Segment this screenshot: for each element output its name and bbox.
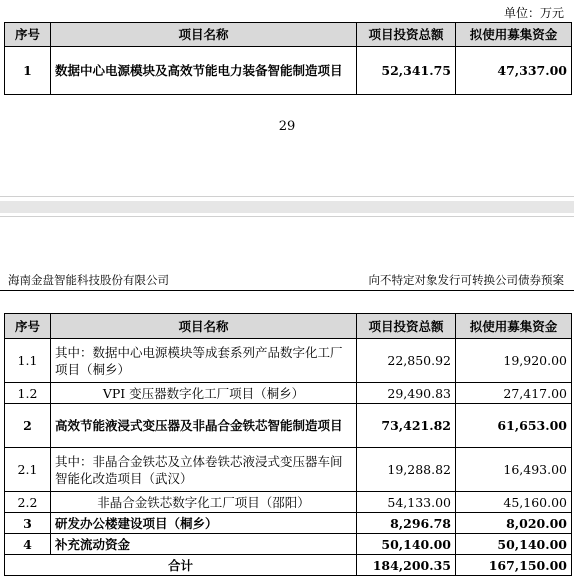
table-row (5, 492, 572, 513)
row-invest: 22,850.92 (357, 339, 456, 383)
row-name: 高效节能液浸式变压器及非晶合金铁芯智能制造项目 (51, 404, 357, 448)
header-name: 项目名称 (51, 314, 357, 339)
row-seq: 1.2 (5, 383, 51, 404)
table-row (5, 47, 572, 95)
row-funds: 19,920.00 (456, 339, 572, 383)
table-row (5, 534, 572, 555)
table-row (5, 339, 572, 383)
investment-table-bottom (4, 313, 572, 576)
row-funds: 16,493.00 (456, 448, 572, 492)
header-seq: 序号 (5, 23, 51, 47)
header-funds: 拟使用募集资金 (456, 23, 572, 47)
row-invest: 50,140.00 (357, 534, 456, 555)
row-name: 补充流动资金 (51, 534, 357, 555)
row-invest: 73,421.82 (357, 404, 456, 448)
page-gap (0, 201, 574, 213)
row-name: VPI 变压器数字化工厂项目（桐乡） (51, 383, 357, 404)
page-number: 29 (278, 119, 296, 134)
total-label: 合计 (5, 555, 357, 576)
row-funds: 45,160.00 (456, 492, 572, 513)
table-row (5, 448, 572, 492)
row-name: 其中：非晶合金铁芯及立体卷铁芯液浸式变压器车间智能化改造项目（武汉） (51, 448, 357, 492)
table-row (5, 383, 572, 404)
row-funds: 50,140.00 (456, 534, 572, 555)
row-invest: 52,341.75 (357, 47, 456, 95)
row-name: 非晶合金铁芯数字化工厂项目（邵阳） (51, 492, 357, 513)
header-seq: 序号 (5, 314, 51, 339)
row-name: 数据中心电源模块及高效节能电力装备智能制造项目 (51, 47, 357, 95)
row-seq: 3 (5, 513, 51, 534)
row-name: 研发办公楼建设项目（桐乡） (51, 513, 357, 534)
table-header-row (5, 314, 572, 339)
header-funds: 拟使用募集资金 (456, 314, 572, 339)
running-header-title: 向不特定对象发行可转换公司债券预案 (368, 273, 564, 287)
row-invest: 19,288.82 (357, 448, 456, 492)
header-invest: 项目投资总额 (357, 23, 456, 47)
page-break-line (0, 216, 574, 217)
row-seq: 2 (5, 404, 51, 448)
table-header-row (5, 23, 572, 47)
row-funds: 27,417.00 (456, 383, 572, 404)
row-funds: 47,337.00 (456, 47, 572, 95)
row-funds: 8,020.00 (456, 513, 572, 534)
row-funds: 61,653.00 (456, 404, 572, 448)
table-row (5, 513, 572, 534)
unit-note: 单位：万元 (503, 6, 564, 20)
page-break-line (0, 196, 574, 197)
row-seq: 2.1 (5, 448, 51, 492)
running-header-rule (0, 290, 574, 291)
total-row (5, 555, 572, 576)
row-seq: 1 (5, 47, 51, 95)
row-invest: 8,296.78 (357, 513, 456, 534)
total-funds: 167,150.00 (456, 555, 572, 576)
header-invest: 项目投资总额 (357, 314, 456, 339)
total-invest: 184,200.35 (357, 555, 456, 576)
row-seq: 2.2 (5, 492, 51, 513)
investment-table-top (4, 22, 572, 95)
table-row (5, 404, 572, 448)
header-name: 项目名称 (51, 23, 357, 47)
running-header-company: 海南金盘智能科技股份有限公司 (8, 273, 169, 287)
row-invest: 29,490.83 (357, 383, 456, 404)
row-seq: 1.1 (5, 339, 51, 383)
row-name: 其中：数据中心电源模块等成套系列产品数字化工厂项目（桐乡） (51, 339, 357, 383)
row-invest: 54,133.00 (357, 492, 456, 513)
row-seq: 4 (5, 534, 51, 555)
